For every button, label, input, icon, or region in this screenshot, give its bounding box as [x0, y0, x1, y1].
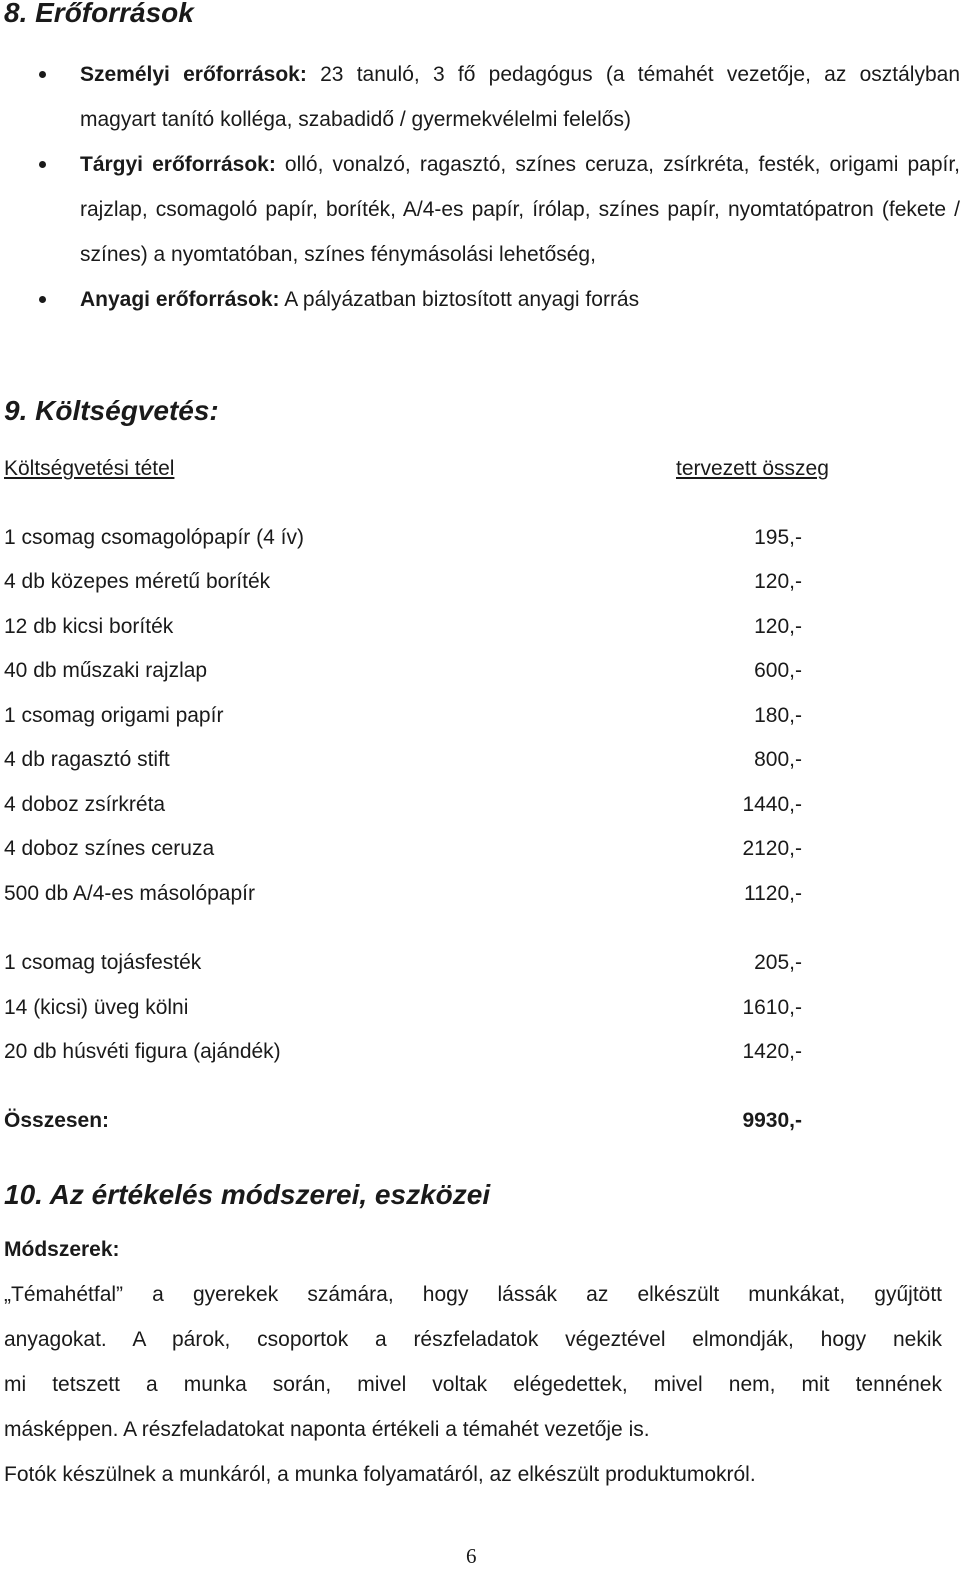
resource-text: olló, vonalzó, ragasztó, színes ceruza, zsírkréta, festék, origami papír, rajzlap, csomagoló papír, boríték, A/4-es papír, írólap, színes papír, nyomtatópatron (fekete / színes) a nyomtatóban, színes fénymásolási lehetőség,: [80, 153, 960, 266]
column-header-item: Költségvetési tétel: [4, 457, 175, 480]
methods-label: Módszerek:: [4, 1238, 120, 1261]
list-item: [30, 277, 960, 322]
paragraph-line: Fotók készülnek a munkáról, a munka folyamatáról, az elkészült produktumokról.: [4, 1463, 756, 1486]
budget-amount: 1420,-: [742, 1040, 802, 1063]
budget-item: 40 db műszaki rajzlap: [4, 659, 208, 682]
section-10-heading: 10. Az értékelés módszerei, eszközei: [4, 1179, 491, 1210]
budget-item: 4 db ragasztó stift: [4, 748, 170, 771]
resource-label: Tárgyi erőforrások:: [80, 153, 276, 176]
budget-item: 14 (kicsi) üveg kölni: [4, 996, 189, 1019]
budget-amount: 800,-: [754, 748, 802, 771]
budget-item: 1 csomag origami papír: [4, 704, 224, 727]
budget-item: 500 db A/4-es másolópapír: [4, 882, 255, 905]
budget-amount: 120,-: [754, 570, 802, 593]
budget-item: 4 doboz zsírkréta: [4, 793, 166, 816]
budget-amount: 180,-: [754, 704, 802, 727]
budget-amount: 2120,-: [742, 837, 802, 860]
budget-amount: 1120,-: [744, 882, 802, 905]
section-9-heading: 9. Költségvetés:: [4, 395, 219, 426]
budget-item: 4 db közepes méretű boríték: [4, 570, 271, 593]
paragraph-line: anyagokat. A párok, csoportok a részfeladatok végeztével elmondják, hogy nekik: [4, 1328, 942, 1351]
budget-amount: 195,-: [754, 526, 802, 549]
budget-item: 4 doboz színes ceruza: [4, 837, 215, 860]
budget-item: 1 csomag csomagolópapír (4 ív): [4, 526, 304, 549]
total-amount: 9930,-: [742, 1109, 802, 1132]
resource-text: 23 tanuló, 3 fő pedagógus (a témahét vezetője, az osztályban magyart tanító kolléga, szabadidő / gyermekvélelmi felelős): [80, 63, 960, 131]
resource-text: A pályázatban biztosított anyagi forrás: [279, 288, 640, 311]
paragraph-line: „Témahétfal” a gyerekek számára, hogy lássák az elkészült munkákat, gyűjtött: [4, 1283, 942, 1306]
paragraph-line: mi tetszett a munka során, mivel voltak elégedettek, mivel nem, mit tennének: [4, 1373, 942, 1396]
list-item: [30, 142, 960, 277]
budget-amount: 120,-: [754, 615, 802, 638]
page-number: 6: [466, 1544, 477, 1568]
bullet-icon: [39, 296, 46, 303]
budget-amount: 1440,-: [742, 793, 802, 816]
column-header-amount: tervezett összeg: [676, 457, 829, 480]
resource-label: Személyi erőforrások:: [80, 63, 307, 86]
budget-item: 1 csomag tojásfesték: [4, 951, 202, 974]
resource-label: Anyagi erőforrások:: [80, 288, 280, 311]
budget-amount: 1610,-: [742, 996, 802, 1019]
paragraph-line: másképpen. A részfeladatokat naponta értékeli a témahét vezetője is.: [4, 1418, 650, 1441]
resources-list: [30, 52, 960, 322]
list-item: [30, 52, 960, 142]
bullet-icon: [39, 71, 46, 78]
budget-item: 12 db kicsi boríték: [4, 615, 174, 638]
methods-paragraph: [4, 1272, 942, 1497]
budget-item: 20 db húsvéti figura (ajándék): [4, 1040, 281, 1063]
budget-amount: 600,-: [754, 659, 802, 682]
total-label: Összesen:: [4, 1109, 110, 1132]
section-8-heading: 8. Erőforrások: [4, 0, 194, 28]
bullet-icon: [39, 161, 46, 168]
budget-amount: 205,-: [754, 951, 802, 974]
